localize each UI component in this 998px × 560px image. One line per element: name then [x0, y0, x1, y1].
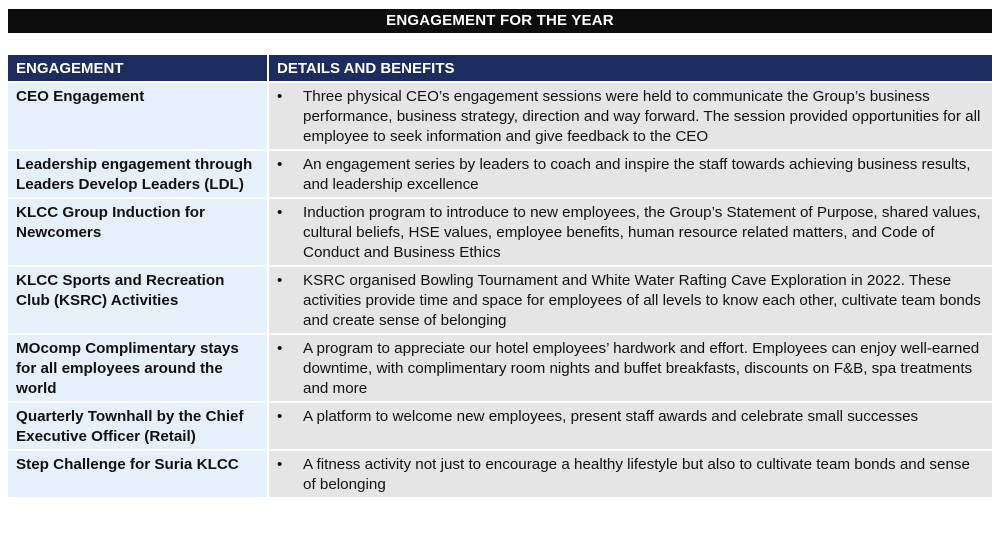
table-row — [8, 402, 992, 450]
table-row — [8, 198, 992, 266]
details-text: KSRC organised Bowling Tournament and White Water Rafting Cave Exploration in 2022. These activities provide time and space for employees of all levels to know each other, cultivate team bonds and create sense of belonging — [303, 272, 981, 329]
details-text: A program to appreciate our hotel employees’ hardwork and effort. Employees can enjoy well-earned downtime, with complimentary room nights and buffet breakfasts, discounts on F&B, spa treatments and more — [303, 340, 980, 397]
table-header-row — [8, 55, 992, 82]
engagement-name: Quarterly Townhall by the Chief Executive Officer (Retail) — [8, 402, 268, 450]
table-row — [8, 266, 992, 334]
details-text: Three physical CEO’s engagement sessions were held to communicate the Group’s business performance, business strategy, direction and way forward. The session provided opportunities for all employee to seek information and give feedback to the CEO — [303, 88, 981, 145]
engagement-name: KLCC Group Induction for Newcomers — [8, 198, 268, 266]
table-row — [8, 150, 992, 198]
engagement-name: Step Challenge for Suria KLCC — [8, 450, 268, 497]
bullet-icon: • — [277, 272, 283, 289]
engagement-name: KLCC Sports and Recreation Club (KSRC) Activities — [8, 266, 268, 334]
column-header-details: DETAILS AND BENEFITS — [268, 55, 992, 82]
bullet-icon: • — [277, 456, 283, 473]
engagement-details — [268, 150, 992, 198]
engagement-details — [268, 402, 992, 450]
engagement-name: MOcomp Complimentary stays for all employees around the world — [8, 334, 268, 402]
engagement-details — [268, 82, 992, 150]
engagement-details — [268, 198, 992, 266]
bullet-icon: • — [277, 340, 283, 357]
column-header-engagement: ENGAGEMENT — [8, 55, 268, 82]
engagement-name: CEO Engagement — [8, 82, 268, 150]
section-title: ENGAGEMENT FOR THE YEAR — [8, 9, 992, 33]
details-text: An engagement series by leaders to coach and inspire the staff towards achieving business results, and leadership excellence — [303, 156, 971, 193]
table-row — [8, 450, 992, 497]
engagement-name: Leadership engagement through Leaders Develop Leaders (LDL) — [8, 150, 268, 198]
engagement-details — [268, 450, 992, 497]
engagement-details — [268, 266, 992, 334]
engagement-details — [268, 334, 992, 402]
bullet-icon: • — [277, 88, 283, 105]
details-text: Induction program to introduce to new employees, the Group’s Statement of Purpose, shared values, cultural beliefs, HSE values, employee benefits, human resource related matters, and Code of Conduct and Business Ethics — [303, 204, 981, 261]
table-row — [8, 334, 992, 402]
table-row — [8, 82, 992, 150]
bullet-icon: • — [277, 408, 283, 425]
bullet-icon: • — [277, 204, 283, 221]
bullet-icon: • — [277, 156, 283, 173]
engagement-table — [8, 55, 992, 497]
details-text: A platform to welcome new employees, present staff awards and celebrate small successes — [303, 408, 919, 425]
details-text: A fitness activity not just to encourage a healthy lifestyle but also to cultivate team bonds and sense of belonging — [303, 456, 970, 493]
